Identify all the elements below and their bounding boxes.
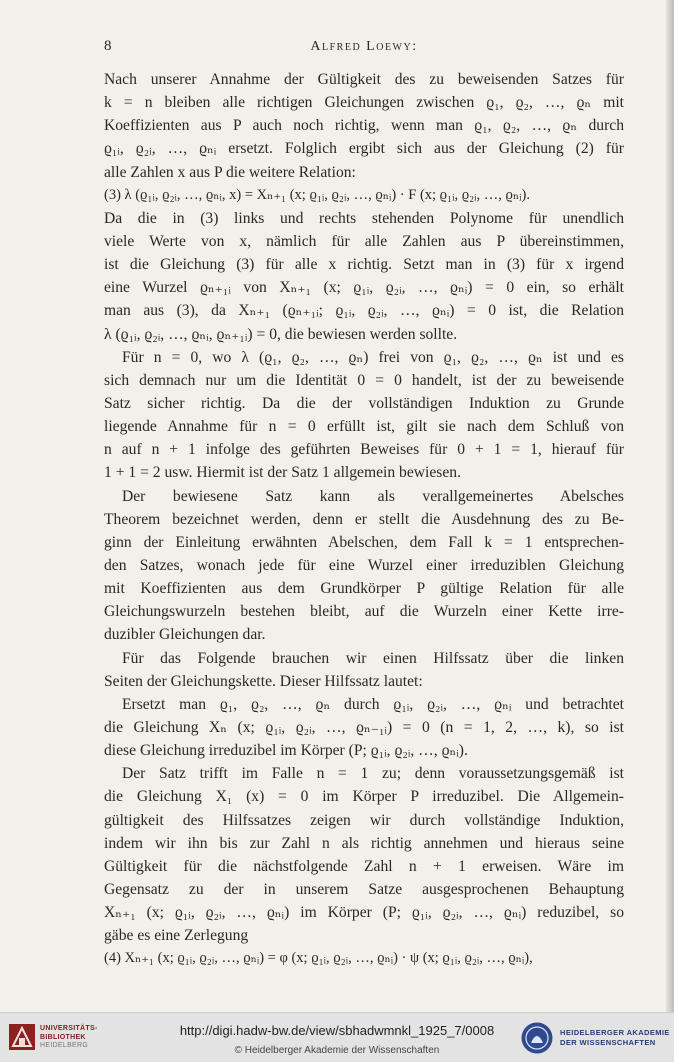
text-line: Für das Folgende brauchen wir einen Hilfssatz über die linken [122, 649, 624, 667]
text-line: man aus (3), da Xₙ₊₁ (ϱₙ₊₁ᵢ; ϱ₁ᵢ, ϱ₂ᵢ, …, ϱₙᵢ) = 0 ist, die Relation [104, 302, 624, 320]
copyright-notice: © Heidelberger Akademie der Wissenschaften [234, 1045, 440, 1056]
text-line: duzibler Gleichungen dar. [104, 626, 266, 644]
text-line: eine Wurzel ϱₙ₊₁ᵢ von Xₙ₊₁ (x; ϱ₁ᵢ, ϱ₂ᵢ, …, ϱₙᵢ) = 0 ein, so erhält [104, 279, 624, 297]
text-line: Gültigkeit für die nächstfolgende Zahl n + 1 erweisen. Wäre im [104, 857, 624, 875]
text-line: Xₙ₊₁ (x; ϱ₁ᵢ, ϱ₂ᵢ, …, ϱₙᵢ) im Körper (P; ϱ₁ᵢ, ϱ₂ᵢ, …, ϱₙᵢ) reduzibel, so [104, 904, 624, 922]
page-number: 8 [104, 38, 112, 54]
lemma-line: Ersetzt man ϱ₁, ϱ₂, …, ϱₙ durch ϱ₁ᵢ, ϱ₂ᵢ, …, ϱₙᵢ und betrachtet [122, 695, 624, 713]
text-line: sich demnach nur um die Identität 0 = 0 handelt, ist der zu beweisende [104, 371, 624, 389]
text-line: Satz sicher richtig. Da die der vollständigen Induktion zu Grunde [104, 394, 624, 412]
lemma-line: die Gleichung Xₙ (x; ϱ₁ᵢ, ϱ₂ᵢ, …, ϱₙ₋₁ᵢ) = 0 (n = 1, 2, …, k), so ist [104, 718, 624, 736]
page-url-link[interactable]: http://digi.hadw-bw.de/view/sbhadwmnkl_1925_7/0008 [179, 1023, 495, 1038]
library-line-3: HEIDELBERG [40, 1042, 89, 1049]
page-edge [666, 0, 674, 1012]
text-line: Für n = 0, wo λ (ϱ₁, ϱ₂, …, ϱₙ) frei von ϱ₁, ϱ₂, …, ϱₙ ist und es [122, 348, 624, 366]
text-line: Seiten der Gleichungskette. Dieser Hilfssatz lautet: [104, 672, 423, 690]
text-line: Gleichungswurzeln bestehen bleibt, auf die Wurzeln einer Kette irre- [104, 603, 624, 621]
academy-name [560, 1028, 670, 1048]
library-line-2: BIBLIOTHEK [40, 1033, 86, 1041]
text-line: ist die Gleichung (3) für alle x richtig. Setzt man in (3) für x irgend [104, 256, 624, 274]
equation-3: (3) λ (ϱ₁ᵢ, ϱ₂ᵢ, …, ϱₙᵢ, x) = Xₙ₊₁ (x; ϱ₁ᵢ, ϱ₂ᵢ, …, ϱₙᵢ) · F (x; ϱ₁ᵢ, ϱ₂ᵢ, …, ϱₙᵢ). [104, 186, 531, 203]
text-line: λ (ϱ₁ᵢ, ϱ₂ᵢ, …, ϱₙᵢ, ϱₙ₊₁ᵢ) = 0, die bewiesen werden sollte. [104, 325, 458, 343]
text-line: 1 + 1 = 2 usw. Hiermit ist der Satz 1 allgemein bewiesen. [104, 464, 461, 482]
text-line: k = n bleiben alle richtigen Gleichungen zwischen ϱ₁, ϱ₂, …, ϱₙ mit [104, 94, 624, 112]
academy-line-1: HEIDELBERGER AKADEMIE [560, 1028, 670, 1037]
body-text [104, 68, 624, 970]
running-header [104, 38, 624, 58]
text-line: gültigkeit des Hilfssatzes zeigen wir durch vollständige Induktion, [104, 811, 624, 829]
text-line: Koeffizienten aus P auch noch richtig, wenn man ϱ₁, ϱ₂, …, ϱₙ durch [104, 117, 624, 135]
text-line: mit Koeffizienten aus dem Grundkörper P gültige Relation für alle [104, 580, 624, 598]
text-line: ϱ₁ᵢ, ϱ₂ᵢ, …, ϱₙᵢ ersetzt. Folglich ergibt sich aus der Gleichung (2) für [104, 140, 624, 158]
text-line: Der Satz trifft im Falle n = 1 zu; denn voraussetzungsgemäß ist [122, 765, 624, 783]
text-line: Der bewiesene Satz kann als verallgemeinertes Abelsches [122, 487, 624, 505]
text-line: viele Werte von x, nämlich für alle Zahlen aus P übereinstimmen, [104, 232, 624, 250]
text-line: den Satzes, wonach jede für eine Wurzel einer irreduziblen Gleichung [104, 556, 624, 574]
text-line: ginn der Einleitung erwähnten Abelschen, dem Fall k = 1 entsprechen- [104, 533, 624, 551]
text-line: die Gleichung X₁ (x) = 0 im Körper P irreduzibel. Die Allgemein- [104, 788, 624, 806]
text-line: Theorem bezeichnet werden, denn er stellt die Ausdehnung des zu Be- [104, 510, 624, 528]
text-line: Da die in (3) links und rechts stehenden Polynome für unendlich [104, 209, 624, 227]
text-line: alle Zahlen x aus P die weitere Relation: [104, 163, 356, 181]
text-line: Nach unserer Annahme der Gültigkeit des zu beweisenden Satzes für [104, 71, 624, 88]
text-line: Gegensatz zu der in unserem Satze ausgesprochenen Behauptung [104, 880, 624, 898]
equation-4: (4) Xₙ₊₁ (x; ϱ₁ᵢ, ϱ₂ᵢ, …, ϱₙᵢ) = φ (x; ϱ₁ᵢ, ϱ₂ᵢ, …, ϱₙᵢ) · ψ (x; ϱ₁ᵢ, ϱ₂ᵢ, …, ϱₙᵢ), [104, 950, 533, 967]
text-line: gäbe es eine Zerlegung [104, 927, 249, 945]
text-line: liegende Annahme für n = 0 erfüllt ist, gilt sie nach dem Schluß von [104, 418, 624, 436]
text-line: indem wir ihn bis zur Zahl n als richtig annehmen und hieraus seine [104, 834, 624, 852]
viewer-footer [0, 1012, 674, 1062]
lemma-line: diese Gleichung irreduzibel im Körper (P; ϱ₁ᵢ, ϱ₂ᵢ, …, ϱₙᵢ). [104, 742, 468, 760]
library-line-1: UNIVERSITÄTS- [40, 1025, 98, 1032]
academy-line-2: DER WISSENSCHAFTEN [560, 1038, 656, 1047]
text-line: n auf n + 1 infolge des geführten Beweises für 0 + 1 = 1, hierauf für [104, 441, 624, 459]
academy-seal-icon [520, 1021, 554, 1055]
running-author: Alfred Loewy: [310, 39, 418, 54]
